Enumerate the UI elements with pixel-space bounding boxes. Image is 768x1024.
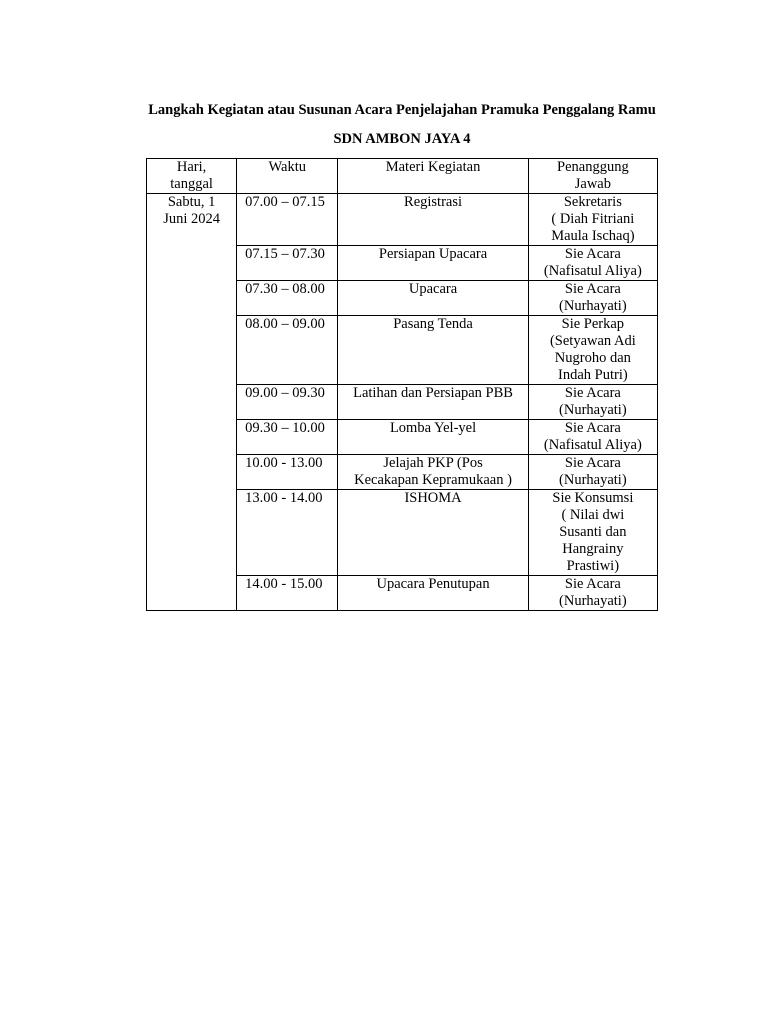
pic-line: Indah Putri) [558,367,628,383]
day-line: Juni 2024 [163,211,220,227]
activity-cell [338,316,528,385]
pic-cell [528,316,657,385]
header-time: Waktu [237,159,338,194]
table-header-row [147,159,658,194]
time-cell: 07.15 – 07.30 [237,246,338,281]
activity-line: ISHOMA [404,490,462,506]
pic-line: Maula Ischaq) [551,228,635,244]
activity-line: Upacara [408,281,458,297]
header-pic-line: Penanggung [557,159,629,175]
pic-line: (Nurhayati) [559,593,627,609]
header-pic-line: Jawab [574,176,611,192]
day-line: Sabtu, 1 [167,194,216,210]
activity-cell [338,576,528,611]
pic-line: Sekretaris [563,194,622,210]
header-activity: Materi Kegiatan [338,159,528,194]
time-cell: 07.30 – 08.00 [237,281,338,316]
activity-line: Kecakapan Kepramukaan ) [354,472,512,488]
activity-cell [338,194,528,246]
pic-line: Sie Acara [564,420,621,436]
schedule-body [147,194,658,611]
activity-line: Latihan dan Persiapan PBB [353,385,513,401]
pic-line: (Nafisatul Aliya) [543,437,642,453]
pic-line: Sie Acara [564,281,621,297]
pic-line: Hangrainy [562,541,624,557]
activity-cell [338,490,528,576]
pic-line: (Setyawan Adi [549,333,636,349]
activity-line: Pasang Tenda [393,316,473,332]
activity-line: Registrasi [404,194,463,210]
activity-cell [338,420,528,455]
header-day-line: tanggal [170,176,213,192]
pic-line: Sie Acara [564,576,621,592]
pic-cell [528,194,657,246]
pic-line: Sie Perkap [561,316,625,332]
time-cell: 07.00 – 07.15 [237,194,338,246]
pic-cell [528,455,657,490]
activity-line: Jelajah PKP (Pos [383,455,483,471]
time-cell: 13.00 - 14.00 [237,490,338,576]
pic-cell [528,246,657,281]
pic-line: Prastiwi) [566,558,620,574]
schedule-table [146,158,658,611]
pic-line: Sie Konsumsi [552,490,634,506]
pic-cell [528,281,657,316]
header-pic [528,159,657,194]
pic-line: Sie Acara [564,246,621,262]
day-cell [147,194,237,611]
header-day-line: Hari, [176,159,207,175]
time-cell: 09.30 – 10.00 [237,420,338,455]
activity-cell [338,385,528,420]
activity-cell [338,281,528,316]
header-day [147,159,237,194]
pic-cell [528,490,657,576]
activity-cell [338,455,528,490]
pic-line: ( Diah Fitriani [551,211,635,227]
pic-line: Nugroho dan [554,350,631,366]
pic-line: (Nurhayati) [559,402,627,418]
school-name: SDN AMBON JAYA 4 [333,131,471,147]
table-row [147,194,658,246]
pic-line: Sie Acara [564,455,621,471]
document-title: Langkah Kegiatan atau Susunan Acara Penjelajahan Pramuka Penggalang Ramu [148,102,656,118]
pic-line: Susanti dan [559,524,627,540]
pic-line: (Nafisatul Aliya) [543,263,642,279]
activity-line: Persiapan Upacara [378,246,488,262]
pic-line: (Nurhayati) [559,472,627,488]
time-cell: 09.00 – 09.30 [237,385,338,420]
pic-cell [528,385,657,420]
activity-line: Upacara Penutupan [376,576,490,592]
pic-cell [528,420,657,455]
time-cell: 08.00 – 09.00 [237,316,338,385]
time-cell: 14.00 - 15.00 [237,576,338,611]
pic-line: ( Nilai dwi [561,507,625,523]
pic-cell [528,576,657,611]
activity-line: Lomba Yel-yel [389,420,477,436]
activity-cell [338,246,528,281]
time-cell: 10.00 - 13.00 [237,455,338,490]
pic-line: (Nurhayati) [559,298,627,314]
pic-line: Sie Acara [564,385,621,401]
